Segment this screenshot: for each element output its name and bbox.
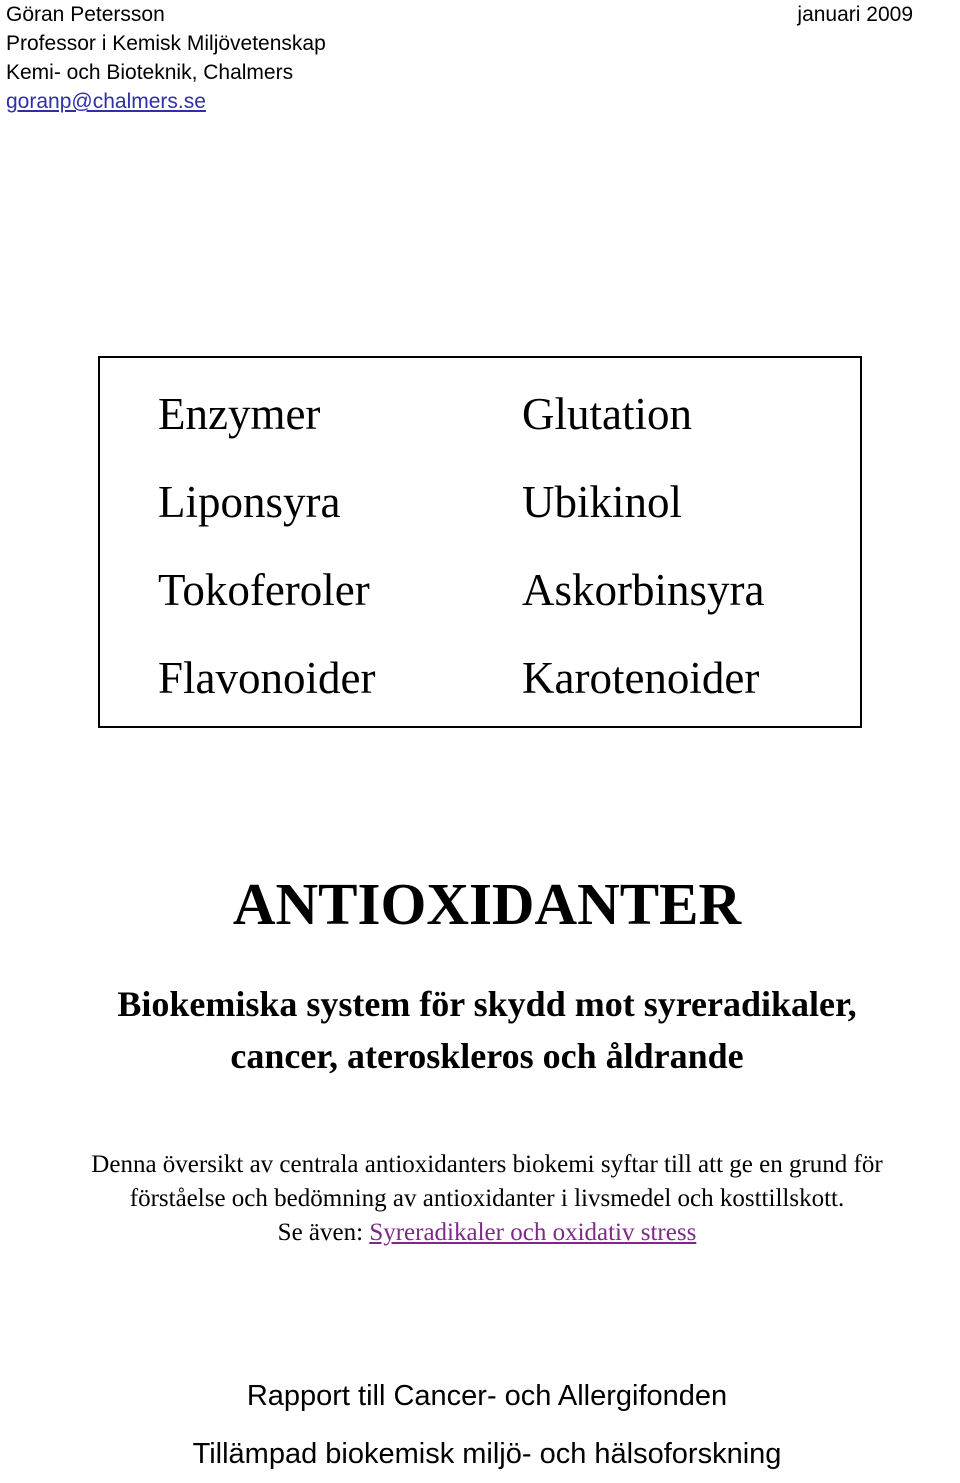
description-line: förståelse och bedömning av antioxidanter i livsmedel och kosttillskott. [129, 1185, 845, 1212]
see-also [0, 1216, 960, 1250]
author-position: Professor i Kemisk Miljövetenskap [6, 32, 326, 55]
page-title: ANTIOXIDANTER [232, 871, 742, 937]
subtitle-line: Biokemiska system för skydd mot syreradikaler, [117, 984, 857, 1024]
author-email-link[interactable]: goranp@chalmers.se [6, 90, 206, 113]
author-header [6, 0, 326, 116]
document-date: januari 2009 [797, 3, 913, 26]
box-item-right: Ubikinol [522, 477, 683, 527]
box-item-right: Karotenoider [522, 653, 760, 703]
box-item-right: Askorbinsyra [522, 565, 765, 615]
footer-line: Tillämpad biokemisk miljö- och hälsoforskning [192, 1438, 782, 1470]
see-also-prefix: Se även: [277, 1219, 370, 1246]
footer-line: Rapport till Cancer- och Allergifonden [246, 1380, 728, 1412]
subtitle-line: cancer, ateroskleros och åldrande [230, 1036, 744, 1076]
box-item-left: Enzymer [158, 389, 321, 439]
description-line: Denna översikt av centrala antioxidanters biokemi syftar till att ge en grund för [91, 1151, 883, 1178]
box-item-left: Tokoferoler [158, 565, 370, 615]
description [0, 1148, 960, 1250]
box-item-right: Glutation [522, 389, 692, 439]
box-item-left: Flavonoider [158, 653, 376, 703]
subtitle [0, 978, 960, 1082]
box-item-left: Liponsyra [158, 477, 341, 527]
antioxidant-box [98, 356, 862, 728]
author-name: Göran Petersson [6, 3, 165, 26]
see-also-link[interactable]: Syreradikaler och oxidativ stress [369, 1219, 697, 1246]
author-department: Kemi- och Bioteknik, Chalmers [6, 61, 294, 84]
